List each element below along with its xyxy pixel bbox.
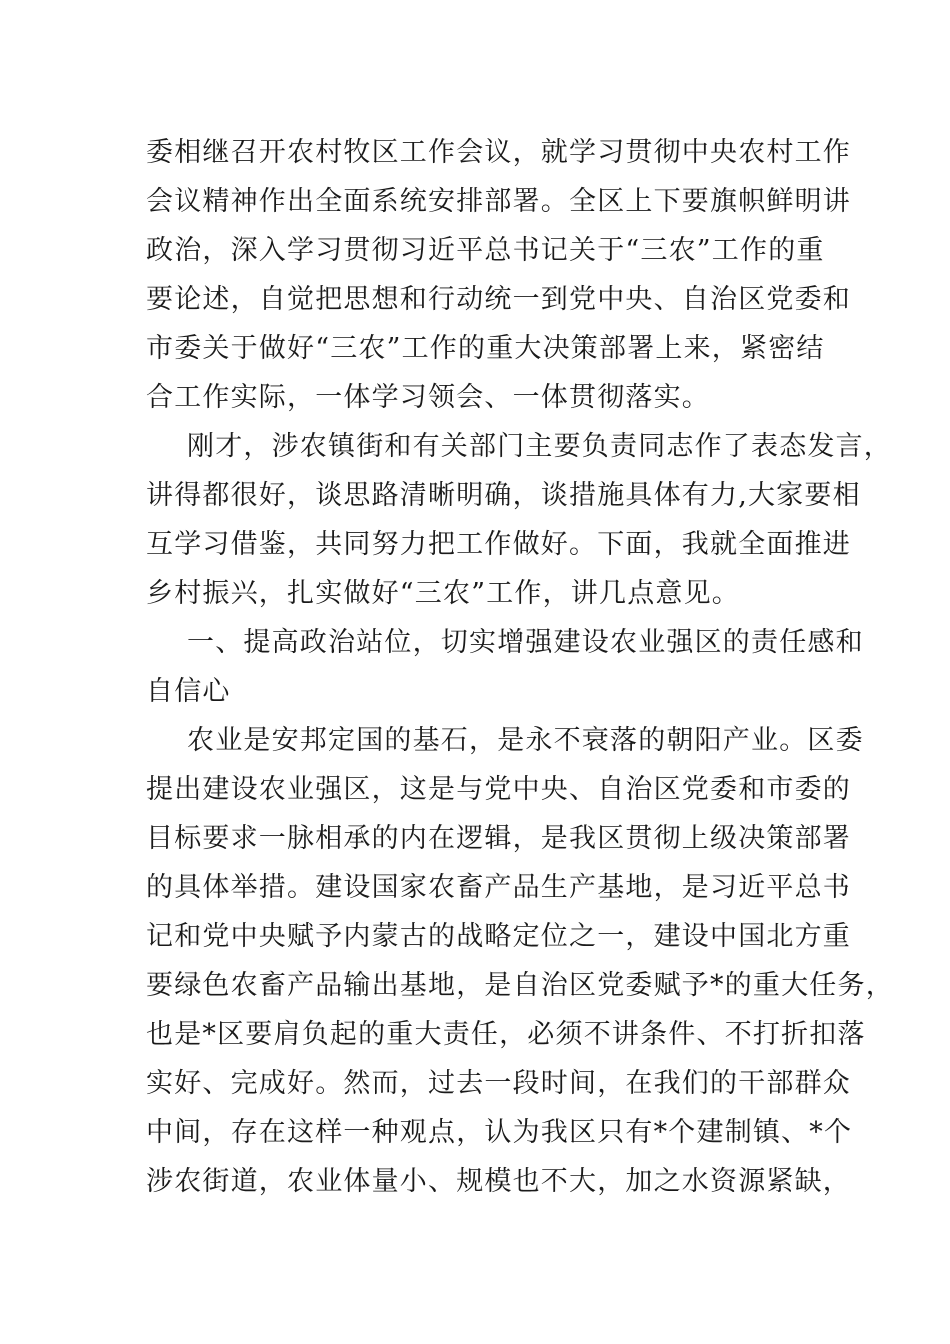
text-line: 会议精神作出全面系统安排部署。全区上下要旗帜鲜明讲 <box>146 186 851 217</box>
document-body <box>146 128 894 1206</box>
text-line: 要绿色农畜产品输出基地，是自治区党委赋予*的重大任务， <box>146 970 894 1001</box>
text-line: 中间，存在这样一种观点，认为我区只有*个建制镇、*个 <box>146 1117 853 1148</box>
text-line: 合工作实际，一体学习领会、一体贯彻落实。 <box>146 382 710 413</box>
section-heading: 一、提高政治站位，切实增强建设农业强区的责任感和 <box>187 627 864 658</box>
text-line: 涉农街道，农业体量小、规模也不大，加之水资源紧缺， <box>146 1166 851 1197</box>
paragraph-first-line: 农业是安邦定国的基石，是永不衰落的朝阳产业。区委 <box>187 725 864 756</box>
text-line: 互学习借鉴，共同努力把工作做好。下面，我就全面推进 <box>146 529 851 560</box>
text-line: 的具体举措。建设国家农畜产品生产基地，是习近平总书 <box>146 872 851 903</box>
text-line: 目标要求一脉相承的内在逻辑，是我区贯彻上级决策部署 <box>146 823 851 854</box>
paragraph-first-line: 刚才，涉农镇街和有关部门主要负责同志作了表态发言， <box>187 431 892 462</box>
text-line: 市委关于做好“三农”工作的重大决策部署上来，紧密结 <box>146 333 825 364</box>
text-line: 乡村振兴，扎实做好“三农”工作，讲几点意见。 <box>146 578 741 609</box>
text-line: 提出建设农业强区，这是与党中央、自治区党委和市委的 <box>146 774 851 805</box>
section-heading-continued: 自信心 <box>146 676 231 707</box>
text-line: 实好、完成好。然而，过去一段时间，在我们的干部群众 <box>146 1068 851 1099</box>
text-line: 讲得都很好，谈思路清晰明确，谈措施具体有力,大家要相 <box>146 480 861 511</box>
text-line: 政治，深入学习贯彻习近平总书记关于“三农”工作的重 <box>146 235 825 266</box>
text-line: 也是*区要肩负起的重大责任，必须不讲条件、不打折扣落 <box>146 1019 866 1050</box>
text-line: 要论述，自觉把思想和行动统一到党中央、自治区党委和 <box>146 284 851 315</box>
text-line: 委相继召开农村牧区工作会议，就学习贯彻中央农村工作 <box>146 137 851 168</box>
text-line: 记和党中央赋予内蒙古的战略定位之一，建设中国北方重 <box>146 921 851 952</box>
